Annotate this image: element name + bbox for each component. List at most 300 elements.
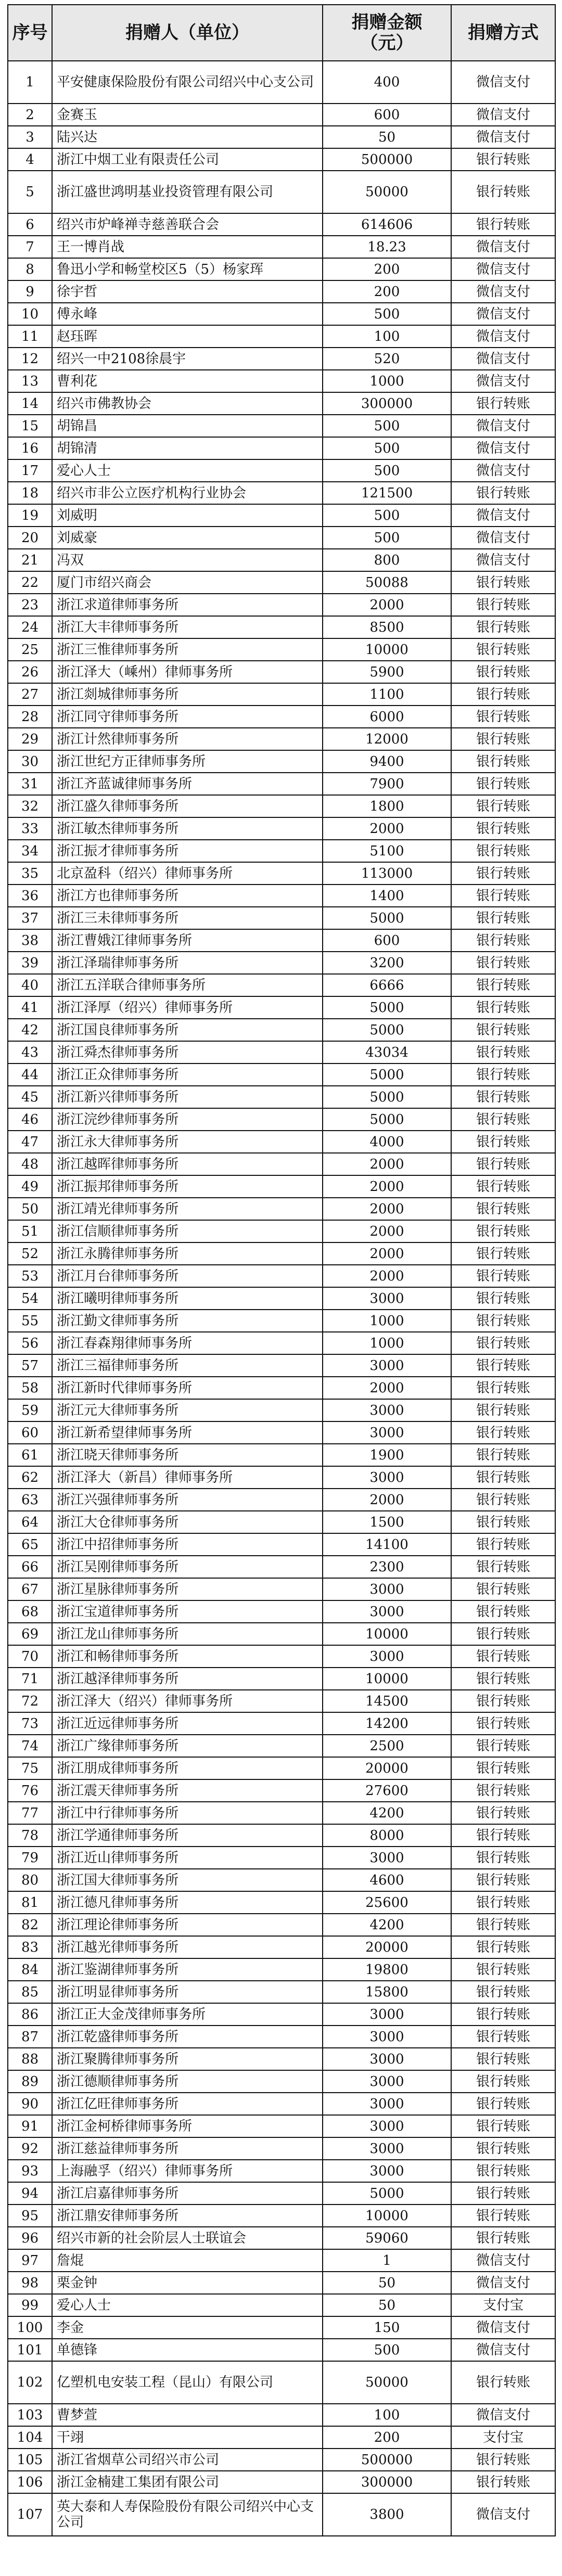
donor-name: 浙江泽厚（绍兴）律师事务所 (52, 996, 323, 1019)
donor-name: 傅永峰 (52, 303, 323, 325)
table-row (8, 952, 555, 974)
row-number: 101 (8, 2339, 52, 2361)
header-row (8, 5, 555, 61)
donation-amount: 3000 (323, 1354, 451, 1377)
table-row (8, 1444, 555, 1466)
table-row (8, 1198, 555, 1220)
table-row (8, 1600, 555, 1623)
table-row (8, 2227, 555, 2249)
table-row (8, 2182, 555, 2205)
donation-method: 微信支付 (451, 504, 555, 527)
donation-method: 微信支付 (451, 549, 555, 571)
table-row (8, 1824, 555, 1847)
donor-name: 浙江泽大（新昌）律师事务所 (52, 1466, 323, 1489)
donation-method: 银行转账 (451, 2471, 555, 2493)
table-row (8, 1914, 555, 1936)
donor-name: 浙江靖光律师事务所 (52, 1198, 323, 1220)
donor-name: 浙江越晖律师事务所 (52, 1153, 323, 1175)
donation-amount: 20000 (323, 1936, 451, 1958)
donation-method: 微信支付 (451, 2404, 555, 2426)
table-row (8, 504, 555, 527)
row-number: 12 (8, 348, 52, 370)
donor-name: 浙江月台律师事务所 (52, 1265, 323, 1287)
row-number: 49 (8, 1175, 52, 1198)
table-row (8, 571, 555, 594)
donor-name: 浙江中烟工业有限责任公司 (52, 148, 323, 171)
donor-name: 浙江三未律师事务所 (52, 907, 323, 929)
donation-amount: 50 (323, 2294, 451, 2316)
donor-name: 浙江金柯桥律师事务所 (52, 2115, 323, 2137)
table-row (8, 661, 555, 683)
row-number: 95 (8, 2205, 52, 2227)
donor-name: 浙江吴刚律师事务所 (52, 1556, 323, 1578)
row-number: 1 (8, 61, 52, 104)
row-number: 54 (8, 1287, 52, 1310)
table-row (8, 2449, 555, 2471)
donor-name: 赵珏晖 (52, 325, 323, 348)
donation-amount: 14200 (323, 1712, 451, 1735)
row-number: 55 (8, 1310, 52, 1332)
table-row (8, 1958, 555, 1981)
donation-amount: 520 (323, 348, 451, 370)
row-number: 77 (8, 1802, 52, 1824)
donation-method: 银行转账 (451, 1287, 555, 1310)
donation-amount: 2000 (323, 1377, 451, 1399)
donor-name: 浙江越光律师事务所 (52, 1936, 323, 1958)
donor-name: 刘威豪 (52, 527, 323, 549)
row-number: 50 (8, 1198, 52, 1220)
donation-amount: 500 (323, 303, 451, 325)
row-number: 85 (8, 1981, 52, 2003)
row-number: 47 (8, 1131, 52, 1153)
donation-method: 微信支付 (451, 2316, 555, 2339)
row-number: 69 (8, 1623, 52, 1645)
donation-amount: 3800 (323, 2493, 451, 2536)
table-row (8, 996, 555, 1019)
row-number: 40 (8, 974, 52, 996)
donor-name: 浙江中行律师事务所 (52, 1802, 323, 1824)
donor-name: 浙江星脉律师事务所 (52, 1578, 323, 1600)
donation-method: 微信支付 (451, 2249, 555, 2272)
row-number: 46 (8, 1108, 52, 1131)
table-row (8, 2026, 555, 2048)
donor-name: 冯双 (52, 549, 323, 571)
donor-name: 浙江新希望律师事务所 (52, 1421, 323, 1444)
row-number: 22 (8, 571, 52, 594)
table-row (8, 750, 555, 773)
row-number: 75 (8, 1757, 52, 1779)
donation-method: 银行转账 (451, 728, 555, 750)
row-number: 94 (8, 2182, 52, 2205)
donation-amount: 500 (323, 437, 451, 459)
donor-name: 浙江震天律师事务所 (52, 1779, 323, 1802)
row-number: 9 (8, 280, 52, 303)
table-row (8, 1354, 555, 1377)
donation-amount: 15800 (323, 1981, 451, 2003)
table-row (8, 1556, 555, 1578)
table-row (8, 415, 555, 437)
donation-method: 银行转账 (451, 2003, 555, 2026)
donor-name: 鲁迅小学和畅堂校区5（5）杨家珲 (52, 258, 323, 280)
donation-amount: 1800 (323, 795, 451, 817)
row-number: 65 (8, 1533, 52, 1556)
donor-name: 浙江兴强律师事务所 (52, 1489, 323, 1511)
donor-name: 浙江曹娥江律师事务所 (52, 929, 323, 952)
donation-amount: 3000 (323, 1421, 451, 1444)
donation-amount: 12000 (323, 728, 451, 750)
donation-amount: 400 (323, 61, 451, 104)
donation-method: 银行转账 (451, 1489, 555, 1511)
donor-name: 栗金钟 (52, 2272, 323, 2294)
donation-method: 银行转账 (451, 1444, 555, 1466)
table-row (8, 1063, 555, 1086)
table-row (8, 1623, 555, 1645)
donor-name: 浙江齐蓝诚律师事务所 (52, 773, 323, 795)
donation-amount: 2000 (323, 1175, 451, 1198)
donor-name: 浙江德凡律师事务所 (52, 1891, 323, 1914)
donation-amount: 2000 (323, 1489, 451, 1511)
table-row (8, 1310, 555, 1332)
donation-method: 银行转账 (451, 2115, 555, 2137)
donation-method: 银行转账 (451, 2227, 555, 2249)
donation-amount: 200 (323, 258, 451, 280)
row-number: 57 (8, 1354, 52, 1377)
donor-name: 浙江越泽律师事务所 (52, 1668, 323, 1690)
donation-method: 银行转账 (451, 1757, 555, 1779)
table-row (8, 549, 555, 571)
table-row (8, 527, 555, 549)
donation-amount: 14100 (323, 1533, 451, 1556)
donor-name: 浙江敏杰律师事务所 (52, 817, 323, 840)
row-number: 103 (8, 2404, 52, 2426)
table-row (8, 773, 555, 795)
donor-name: 浙江信顺律师事务所 (52, 1220, 323, 1242)
donor-name: 浙江省烟草公司绍兴市公司 (52, 2449, 323, 2471)
donation-amount: 3000 (323, 1466, 451, 1489)
donation-amount: 3000 (323, 1399, 451, 1421)
donor-name: 浙江慈益律师事务所 (52, 2137, 323, 2160)
row-number: 104 (8, 2426, 52, 2449)
row-number: 87 (8, 2026, 52, 2048)
donor-name: 浙江计然律师事务所 (52, 728, 323, 750)
donation-method: 银行转账 (451, 885, 555, 907)
table-row (8, 104, 555, 126)
row-number: 71 (8, 1668, 52, 1690)
table-row (8, 817, 555, 840)
donation-method: 银行转账 (451, 571, 555, 594)
donation-method: 银行转账 (451, 2137, 555, 2160)
donation-method: 银行转账 (451, 1578, 555, 1600)
donation-method: 银行转账 (451, 2205, 555, 2227)
table-body (8, 61, 555, 2536)
table-row (8, 1265, 555, 1287)
row-number: 97 (8, 2249, 52, 2272)
row-number: 27 (8, 683, 52, 706)
donation-amount: 200 (323, 280, 451, 303)
row-number: 32 (8, 795, 52, 817)
donation-amount: 113000 (323, 862, 451, 885)
donation-method: 银行转账 (451, 929, 555, 952)
donation-amount: 5100 (323, 840, 451, 862)
row-number: 23 (8, 594, 52, 616)
donor-name: 浙江同守律师事务所 (52, 706, 323, 728)
donor-name: 浙江盛久律师事务所 (52, 795, 323, 817)
donation-method: 支付宝 (451, 2426, 555, 2449)
donation-amount: 500 (323, 415, 451, 437)
donation-method: 微信支付 (451, 459, 555, 482)
row-number: 102 (8, 2361, 52, 2404)
table-row (8, 1019, 555, 1041)
row-number: 5 (8, 171, 52, 213)
table-row (8, 1981, 555, 2003)
donation-amount: 9400 (323, 750, 451, 773)
donation-method: 银行转账 (451, 482, 555, 504)
donation-method: 银行转账 (451, 862, 555, 885)
donation-method: 银行转账 (451, 1623, 555, 1645)
row-number: 42 (8, 1019, 52, 1041)
table-row (8, 840, 555, 862)
donor-name: 爱心人士 (52, 459, 323, 482)
header-donor: 捐赠人（单位） (52, 5, 323, 61)
donation-amount: 5000 (323, 907, 451, 929)
donation-amount: 20000 (323, 1757, 451, 1779)
row-number: 82 (8, 1914, 52, 1936)
donor-name: 浙江勤文律师事务所 (52, 1310, 323, 1332)
row-number: 24 (8, 616, 52, 638)
table-row (8, 2115, 555, 2137)
table-row (8, 2404, 555, 2426)
table-row (8, 1332, 555, 1354)
row-number: 10 (8, 303, 52, 325)
row-number: 15 (8, 415, 52, 437)
table-row (8, 885, 555, 907)
table-row (8, 1936, 555, 1958)
donor-name: 浙江振邦律师事务所 (52, 1175, 323, 1198)
donation-method: 微信支付 (451, 348, 555, 370)
donation-method: 银行转账 (451, 1086, 555, 1108)
donation-amount: 1000 (323, 1332, 451, 1354)
donation-method: 银行转账 (451, 1869, 555, 1891)
table-header (8, 5, 555, 61)
row-number: 31 (8, 773, 52, 795)
row-number: 30 (8, 750, 52, 773)
donation-amount: 3000 (323, 2048, 451, 2070)
donor-name: 金赛玉 (52, 104, 323, 126)
donation-method: 微信支付 (451, 280, 555, 303)
donation-amount: 3000 (323, 1645, 451, 1668)
donor-name: 刘威明 (52, 504, 323, 527)
table-row (8, 2361, 555, 2404)
donation-amount: 6000 (323, 706, 451, 728)
donation-method: 银行转账 (451, 1175, 555, 1198)
donation-method: 微信支付 (451, 437, 555, 459)
donor-name: 浙江广缘律师事务所 (52, 1735, 323, 1757)
table-row (8, 2471, 555, 2493)
row-number: 59 (8, 1399, 52, 1421)
table-row (8, 1377, 555, 1399)
donation-amount: 3000 (323, 2115, 451, 2137)
donor-name: 浙江元大律师事务所 (52, 1399, 323, 1421)
donor-name: 浙江近远律师事务所 (52, 1712, 323, 1735)
donation-method: 银行转账 (451, 2093, 555, 2115)
table-row (8, 213, 555, 236)
donation-amount: 121500 (323, 482, 451, 504)
donation-method: 银行转账 (451, 974, 555, 996)
row-number: 60 (8, 1421, 52, 1444)
row-number: 106 (8, 2471, 52, 2493)
table-row (8, 1847, 555, 1869)
donation-method: 银行转账 (451, 1779, 555, 1802)
donor-name: 浙江龙山律师事务所 (52, 1623, 323, 1645)
donation-method: 银行转账 (451, 148, 555, 171)
donation-table (7, 4, 556, 2536)
donor-name: 浙江和畅律师事务所 (52, 1645, 323, 1668)
donation-method: 银行转账 (451, 1063, 555, 1086)
donation-amount: 600 (323, 929, 451, 952)
row-number: 3 (8, 126, 52, 148)
row-number: 62 (8, 1466, 52, 1489)
donor-name: 浙江永腾律师事务所 (52, 1242, 323, 1265)
row-number: 7 (8, 236, 52, 258)
donor-name: 浙江三福律师事务所 (52, 1354, 323, 1377)
donation-method: 银行转账 (451, 1847, 555, 1869)
donor-name: 北京盈科（绍兴）律师事务所 (52, 862, 323, 885)
donor-name: 浙江泽大（绍兴）律师事务所 (52, 1690, 323, 1712)
donation-method: 银行转账 (451, 594, 555, 616)
row-number: 96 (8, 2227, 52, 2249)
donation-amount: 7900 (323, 773, 451, 795)
donor-name: 浙江近山律师事务所 (52, 1847, 323, 1869)
donation-amount: 3000 (323, 2003, 451, 2026)
donation-amount: 3000 (323, 2093, 451, 2115)
row-number: 80 (8, 1869, 52, 1891)
donation-method: 银行转账 (451, 1556, 555, 1578)
donation-amount: 50 (323, 126, 451, 148)
row-number: 17 (8, 459, 52, 482)
donation-amount: 3000 (323, 1847, 451, 1869)
donation-amount: 2500 (323, 1735, 451, 1757)
donor-name: 上海融孚（绍兴）律师事务所 (52, 2160, 323, 2182)
donor-name: 徐宇哲 (52, 280, 323, 303)
row-number: 86 (8, 2003, 52, 2026)
row-number: 19 (8, 504, 52, 527)
donation-amount: 600 (323, 104, 451, 126)
row-number: 61 (8, 1444, 52, 1466)
row-number: 67 (8, 1578, 52, 1600)
donation-amount: 500000 (323, 2449, 451, 2471)
donation-method: 银行转账 (451, 952, 555, 974)
donation-method: 银行转账 (451, 1354, 555, 1377)
donor-name: 浙江聚腾律师事务所 (52, 2048, 323, 2070)
row-number: 76 (8, 1779, 52, 1802)
table-row (8, 1869, 555, 1891)
table-row (8, 171, 555, 213)
table-row (8, 1645, 555, 1668)
row-number: 28 (8, 706, 52, 728)
row-number: 58 (8, 1377, 52, 1399)
donor-name: 浙江中招律师事务所 (52, 1533, 323, 1556)
donation-amount: 500 (323, 2339, 451, 2361)
table-row (8, 1690, 555, 1712)
row-number: 66 (8, 1556, 52, 1578)
donor-name: 浙江晓天律师事务所 (52, 1444, 323, 1466)
row-number: 18 (8, 482, 52, 504)
donation-method: 银行转账 (451, 1735, 555, 1757)
donation-amount: 1100 (323, 683, 451, 706)
donation-method: 银行转账 (451, 1310, 555, 1332)
table-row (8, 1533, 555, 1556)
donation-method: 银行转账 (451, 1936, 555, 1958)
donation-method: 银行转账 (451, 1198, 555, 1220)
donation-method: 银行转账 (451, 1824, 555, 1847)
table-row (8, 1220, 555, 1242)
donor-name: 浙江盛世鸿明基业投资管理有限公司 (52, 171, 323, 213)
donation-method: 银行转账 (451, 706, 555, 728)
donor-name: 浙江曦明律师事务所 (52, 1287, 323, 1310)
donation-method: 银行转账 (451, 683, 555, 706)
donation-amount: 50088 (323, 571, 451, 594)
table-row (8, 2339, 555, 2361)
donor-name: 浙江大仓律师事务所 (52, 1511, 323, 1533)
donation-amount: 4000 (323, 1131, 451, 1153)
donation-method: 银行转账 (451, 1533, 555, 1556)
table-row (8, 2160, 555, 2182)
donation-method: 微信支付 (451, 415, 555, 437)
donation-amount: 25600 (323, 1891, 451, 1914)
table-row (8, 862, 555, 885)
row-number: 4 (8, 148, 52, 171)
donor-name: 浙江求道律师事务所 (52, 594, 323, 616)
table-row (8, 2426, 555, 2449)
donor-name: 浙江宝道律师事务所 (52, 1600, 323, 1623)
donation-method: 银行转账 (451, 2449, 555, 2471)
donor-name: 浙江德顺律师事务所 (52, 2070, 323, 2093)
donation-amount: 2000 (323, 1153, 451, 1175)
row-number: 90 (8, 2093, 52, 2115)
donor-name: 浙江三惟律师事务所 (52, 638, 323, 661)
donation-amount: 500000 (323, 148, 451, 171)
donation-amount: 3000 (323, 2070, 451, 2093)
row-number: 45 (8, 1086, 52, 1108)
table-row (8, 638, 555, 661)
table-row (8, 728, 555, 750)
table-row (8, 1489, 555, 1511)
row-number: 41 (8, 996, 52, 1019)
donation-method: 银行转账 (451, 1265, 555, 1287)
donation-method: 银行转账 (451, 1466, 555, 1489)
table-row (8, 2205, 555, 2227)
row-number: 21 (8, 549, 52, 571)
table-row (8, 280, 555, 303)
donation-amount: 10000 (323, 638, 451, 661)
row-number: 56 (8, 1332, 52, 1354)
donor-name: 曹利花 (52, 370, 323, 392)
donation-amount: 8500 (323, 616, 451, 638)
donation-amount: 200 (323, 2426, 451, 2449)
donation-amount: 500 (323, 527, 451, 549)
row-number: 13 (8, 370, 52, 392)
donor-name: 王一博肖战 (52, 236, 323, 258)
table-row (8, 1802, 555, 1824)
donation-method: 银行转账 (451, 1242, 555, 1265)
donor-name: 浙江金楠建工集团有限公司 (52, 2471, 323, 2493)
row-number: 89 (8, 2070, 52, 2093)
table-row (8, 2294, 555, 2316)
row-number: 73 (8, 1712, 52, 1735)
donor-name: 浙江大丰律师事务所 (52, 616, 323, 638)
donation-amount: 5000 (323, 996, 451, 1019)
table-row (8, 61, 555, 104)
